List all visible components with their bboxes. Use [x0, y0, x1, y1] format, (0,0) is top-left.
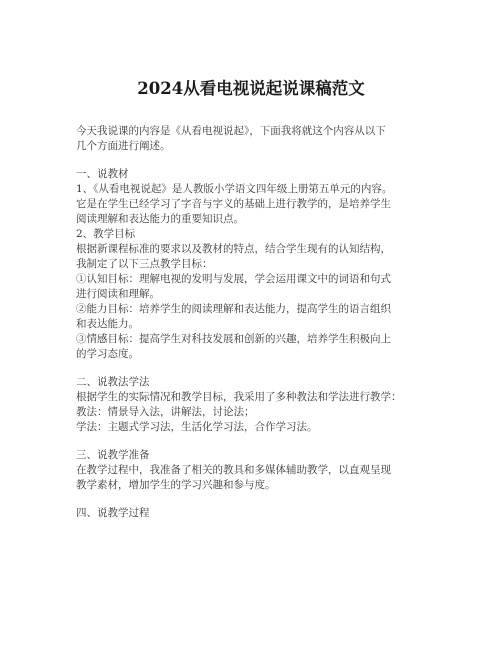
section-teaching-preparation: [76, 448, 456, 493]
paragraph-line: 教法：情景导入法，讲解法，讨论法；: [76, 406, 255, 418]
intro-line: 几个方面进行阐述。: [76, 140, 171, 152]
section-teaching-methods: [76, 375, 456, 435]
goal-item: 的学习态度。: [76, 348, 139, 360]
section-heading: 三、说教学准备: [76, 449, 150, 461]
paragraph-line: 我制定了以下三点教学目标：: [76, 258, 213, 270]
paragraph-line: 1、《从看电视说起》是人教版小学语文四年级上册第五单元的内容。: [76, 183, 393, 195]
intro-line: 今天我说课的内容是《从看电视说起》，下面我将就这个内容从以下: [76, 125, 386, 137]
paragraph-line: 它是在学生已经学习了字音与字义的基础上进行教学的，是培养学生: [76, 198, 391, 210]
subheading: 2、教学目标: [76, 228, 136, 240]
document-title: 2024从看电视说起说课稿范文: [137, 79, 365, 98]
goal-item: 进行阅读和理解。: [76, 288, 160, 300]
goal-item: ②能力目标：培养学生的阅读理解和表达能力，提高学生的语言组织: [76, 303, 391, 315]
paragraph-line: 教学素材，增加学生的学习兴趣和参与度。: [76, 479, 276, 491]
intro-paragraph: [76, 124, 456, 154]
goal-item: 和表达能力。: [76, 318, 139, 330]
paragraph-line: 根据新课程标准的要求以及教材的特点，结合学生现有的认知结构，: [76, 243, 391, 255]
paragraph-line: 根据学生的实际情况和教学目标，我采用了多种教法和学法进行教学：: [76, 391, 402, 403]
goal-item: ①认知目标：理解电视的发明与发展，学会运用课文中的词语和句式: [76, 273, 391, 285]
section-heading: 四、说教学过程: [76, 507, 150, 519]
section-teaching-process: [76, 506, 456, 521]
goal-item: ③情感目标：提高学生对科技发展和创新的兴趣，培养学生积极向上: [76, 333, 391, 345]
paragraph-line: 在教学过程中，我准备了相关的教具和多媒体辅助教学，以直观呈现: [76, 464, 391, 476]
paragraph-line: 学法：主题式学习法，生活化学习法，合作学习法。: [76, 421, 318, 433]
section-heading: 一、说教材: [76, 168, 129, 180]
section-heading: 二、说教法学法: [76, 376, 150, 388]
section-teaching-material: [76, 167, 456, 362]
paragraph-line: 阅读理解和表达能力的重要知识点。: [76, 213, 244, 225]
document-body: [76, 124, 456, 521]
